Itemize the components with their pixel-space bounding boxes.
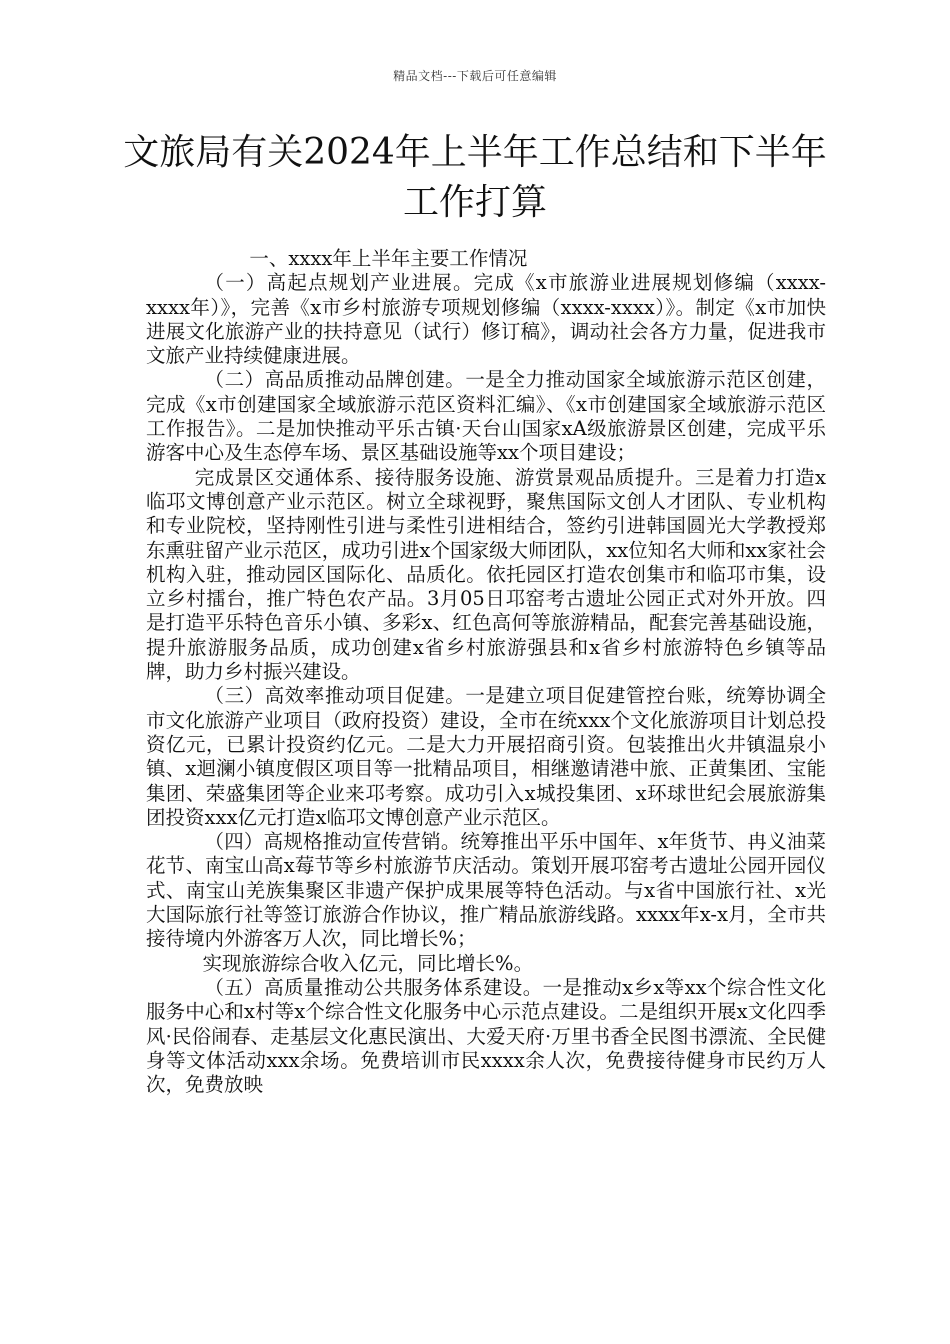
- paragraph-planning: （一）高起点规划产业进展。完成《x市旅游业进展规划修编（xxxx-xxxx年）》，完善《x市乡村旅游专项规划修编（xxxx-xxxx）》。制定《x市加快进展文化旅游产业的扶持意见（试行）修订稿》，调动社会各方力量，促进我市文旅产业持续健康进展。: [146, 271, 826, 368]
- paragraph-revenue: 实现旅游综合收入亿元，同比增长%。: [202, 951, 534, 975]
- paragraph-scenic-upgrade: 完成景区交通体系、接待服务设施、游赏景观品质提升。三是着力打造x临邛文博创意产业示范区。树立全球视野，聚焦国际文创人才团队、专业机构和专业院校，坚持刚性引进与柔性引进相结合，签约引进韩国圆光大学教授郑东熏驻留产业示范区，成功引进x个国家级大师团队，xx位知名大师和xx家社会机构入驻，推动园区国际化、品质化。依托园区打造农创集市和临邛市集，设立乡村擂台，推广特色农产品。3月05日邛窑考古遗址公园正式对外开放。四是打造平乐特色音乐小镇、多彩x、红色高何等旅游精品，配套完善基础设施，提升旅游服务品质，成功创建x省乡村旅游强县和x省乡村旅游特色乡镇等品牌，助力乡村振兴建设。: [146, 465, 826, 684]
- section-heading: 一、xxxx年上半年主要工作情况: [249, 247, 528, 270]
- document-body: [146, 247, 826, 1097]
- paragraph-marketing: （四）高规格推动宣传营销。统筹推出平乐中国年、x年货节、冉义油菜花节、南宝山高x莓节等乡村旅游节庆活动。策划开展邛窑考古遗址公园开园仪式、南宝山羌族集聚区非遗产保护成果展等特色活动。与x省中国旅行社、x光大国际旅行社等签订旅游合作协议，推广精品旅游线路。xxxx年x-x月，全市共接待境内外游客万人次，同比增长%；: [146, 830, 826, 951]
- paragraph-public-service: （五）高质量推动公共服务体系建设。一是推动x乡x等xx个综合性文化服务中心和x村等x个综合性文化服务中心示范点建设。二是组织开展x文化四季风·民俗闹春、走基层文化惠民演出、大爱天府·万里书香全民图书漂流、全民健身等文体活动xxx余场。免费培训市民xxxx余人次，免费接待健身市民约万人次，免费放映: [146, 975, 826, 1097]
- header-note: 精品文档---下载后可任意编辑: [393, 69, 557, 83]
- paragraph-brand-creation: （二）高品质推动品牌创建。一是全力推动国家全域旅游示范区创建，完成《x市创建国家全域旅游示范区资料汇编》、《x市创建国家全域旅游示范区工作报告》。二是加快推动平乐古镇·天台山国家xA级旅游景区创建，完成平乐游客中心及生态停车场、景区基础设施等xx个项目建设；: [146, 368, 826, 465]
- paragraph-project-promotion: （三）高效率推动项目促建。一是建立项目促建管控台账，统筹协调全市文化旅游产业项目（政府投资）建设，全市在统xxx个文化旅游项目计划总投资亿元，已累计投资约亿元。二是大力开展招商引资。包装推出火井镇温泉小镇、x迴澜小镇度假区项目等一批精品项目，相继邀请港中旅、正黄集团、宝能集团、荣盛集团等企业来邛考察。成功引入x城投集团、x环球世纪会展旅游集团投资xxx亿元打造x临邛文博创意产业示范区。: [146, 684, 826, 829]
- document-title: 文旅局有关2024年上半年工作总结和下半年工作打算: [123, 132, 827, 223]
